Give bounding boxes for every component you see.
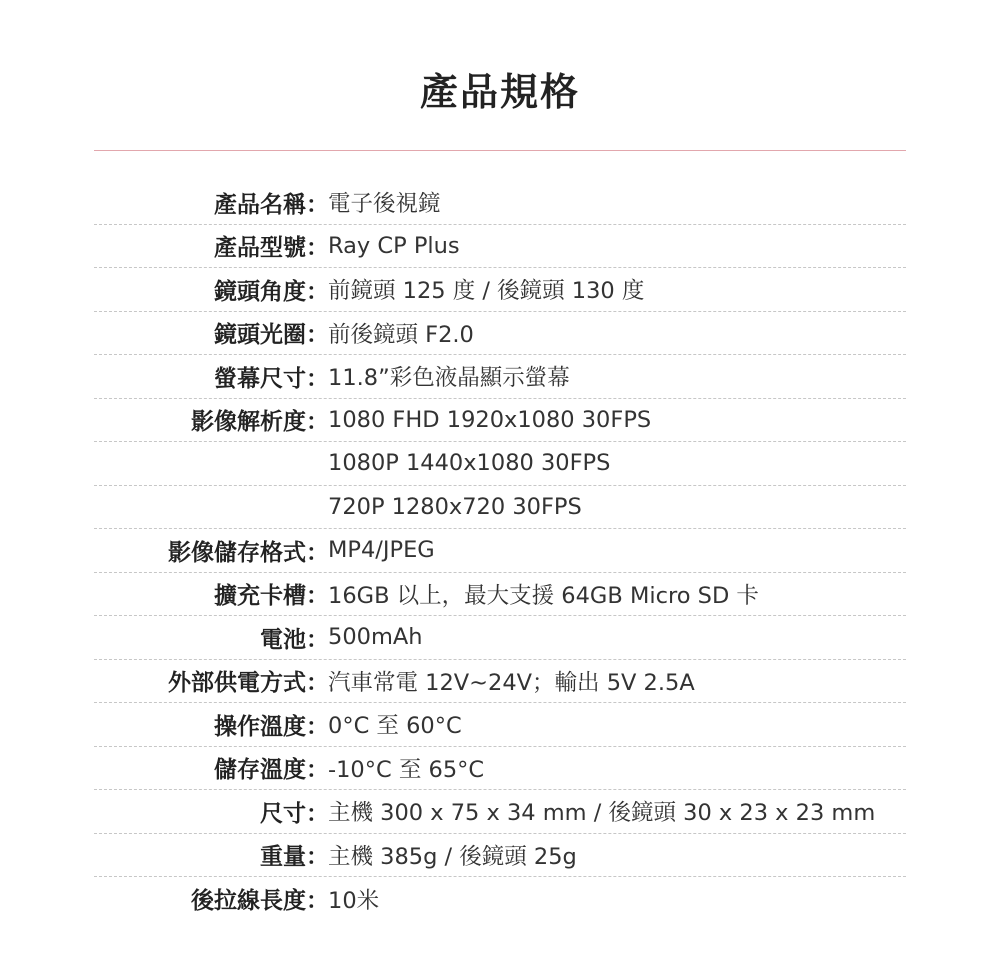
- spec-value: 1080 FHD 1920x1080 30FPS: [328, 406, 652, 433]
- spec-colon: ：: [306, 409, 329, 436]
- spec-label: 重量: [260, 844, 306, 871]
- spec-label: 外部供電方式: [168, 670, 306, 697]
- spec-label: 影像儲存格式: [168, 539, 306, 566]
- spec-label: 產品型號: [214, 235, 306, 262]
- spec-colon: ：: [306, 539, 329, 566]
- spec-colon: ：: [306, 626, 329, 653]
- spec-value: Ray CP Plus: [328, 232, 460, 259]
- spec-value: 電子後視鏡: [328, 191, 441, 218]
- spec-value: 720P 1280x720 30FPS: [328, 493, 582, 520]
- spec-value: -10°C 至 65°C: [328, 756, 485, 783]
- spec-value: MP4/JPEG: [328, 537, 435, 564]
- spec-row-cable-length: [94, 877, 906, 921]
- spec-value: 主機 300 x 75 x 34 mm / 後鏡頭 30 x 23 x 23 mm: [328, 800, 876, 827]
- spec-colon: ：: [306, 713, 329, 740]
- spec-value: 0°C 至 60°C: [328, 713, 462, 740]
- spec-row-storage-temp: [94, 747, 906, 791]
- spec-label: 影像解析度: [191, 409, 306, 436]
- spec-row-resolution-3: [94, 486, 906, 530]
- spec-label: 螢幕尺寸: [214, 365, 306, 392]
- spec-label: 儲存溫度: [214, 757, 306, 784]
- spec-colon: ：: [306, 191, 329, 218]
- spec-label: 電池: [260, 626, 306, 653]
- spec-row-screen-size: [94, 355, 906, 399]
- spec-row-aperture: [94, 312, 906, 356]
- spec-value: 汽車常電 12V~24V；輸出 5V 2.5A: [328, 669, 695, 696]
- spec-colon: ：: [306, 235, 329, 262]
- spec-value: 16GB 以上，最大支援 64GB Micro SD 卡: [328, 582, 759, 609]
- spec-table: [94, 181, 906, 921]
- spec-value: 前鏡頭 125 度 / 後鏡頭 130 度: [328, 278, 645, 305]
- spec-label: 鏡頭光圈: [214, 322, 306, 349]
- page-title: 產品規格: [419, 70, 580, 114]
- spec-value: 10米: [328, 887, 380, 914]
- spec-row-battery: [94, 616, 906, 660]
- spec-row-power-supply: [94, 660, 906, 704]
- spec-row-storage-format: [94, 529, 906, 573]
- spec-label: 尺寸: [260, 800, 306, 827]
- spec-label: 鏡頭角度: [214, 278, 306, 305]
- spec-label: 後拉線長度: [191, 888, 306, 915]
- spec-row-card-slot: [94, 573, 906, 617]
- spec-colon: ：: [306, 800, 329, 827]
- spec-label: 產品名稱: [214, 191, 306, 218]
- spec-row-weight: [94, 834, 906, 878]
- spec-colon: ：: [306, 670, 329, 697]
- title-divider: [94, 150, 906, 151]
- spec-row-model: [94, 225, 906, 269]
- spec-label: 操作溫度: [214, 713, 306, 740]
- spec-row-resolution-2: [94, 442, 906, 486]
- spec-row-product-name: [94, 181, 906, 225]
- spec-colon: ：: [306, 757, 329, 784]
- spec-row-resolution: [94, 399, 906, 443]
- spec-colon: ：: [306, 583, 329, 610]
- spec-row-operating-temp: [94, 703, 906, 747]
- spec-value: 1080P 1440x1080 30FPS: [328, 450, 611, 477]
- spec-value: 11.8”彩色液晶顯示螢幕: [328, 365, 570, 392]
- spec-row-lens-angle: [94, 268, 906, 312]
- spec-colon: ：: [306, 365, 329, 392]
- spec-colon: ：: [306, 844, 329, 871]
- spec-colon: ：: [306, 888, 329, 915]
- spec-colon: ：: [306, 322, 329, 349]
- spec-label: 擴充卡槽: [214, 583, 306, 610]
- spec-value: 主機 385g / 後鏡頭 25g: [328, 843, 577, 870]
- spec-value: 500mAh: [328, 624, 423, 651]
- spec-value: 前後鏡頭 F2.0: [328, 321, 474, 348]
- spec-colon: ：: [306, 278, 329, 305]
- spec-row-dimensions: [94, 790, 906, 834]
